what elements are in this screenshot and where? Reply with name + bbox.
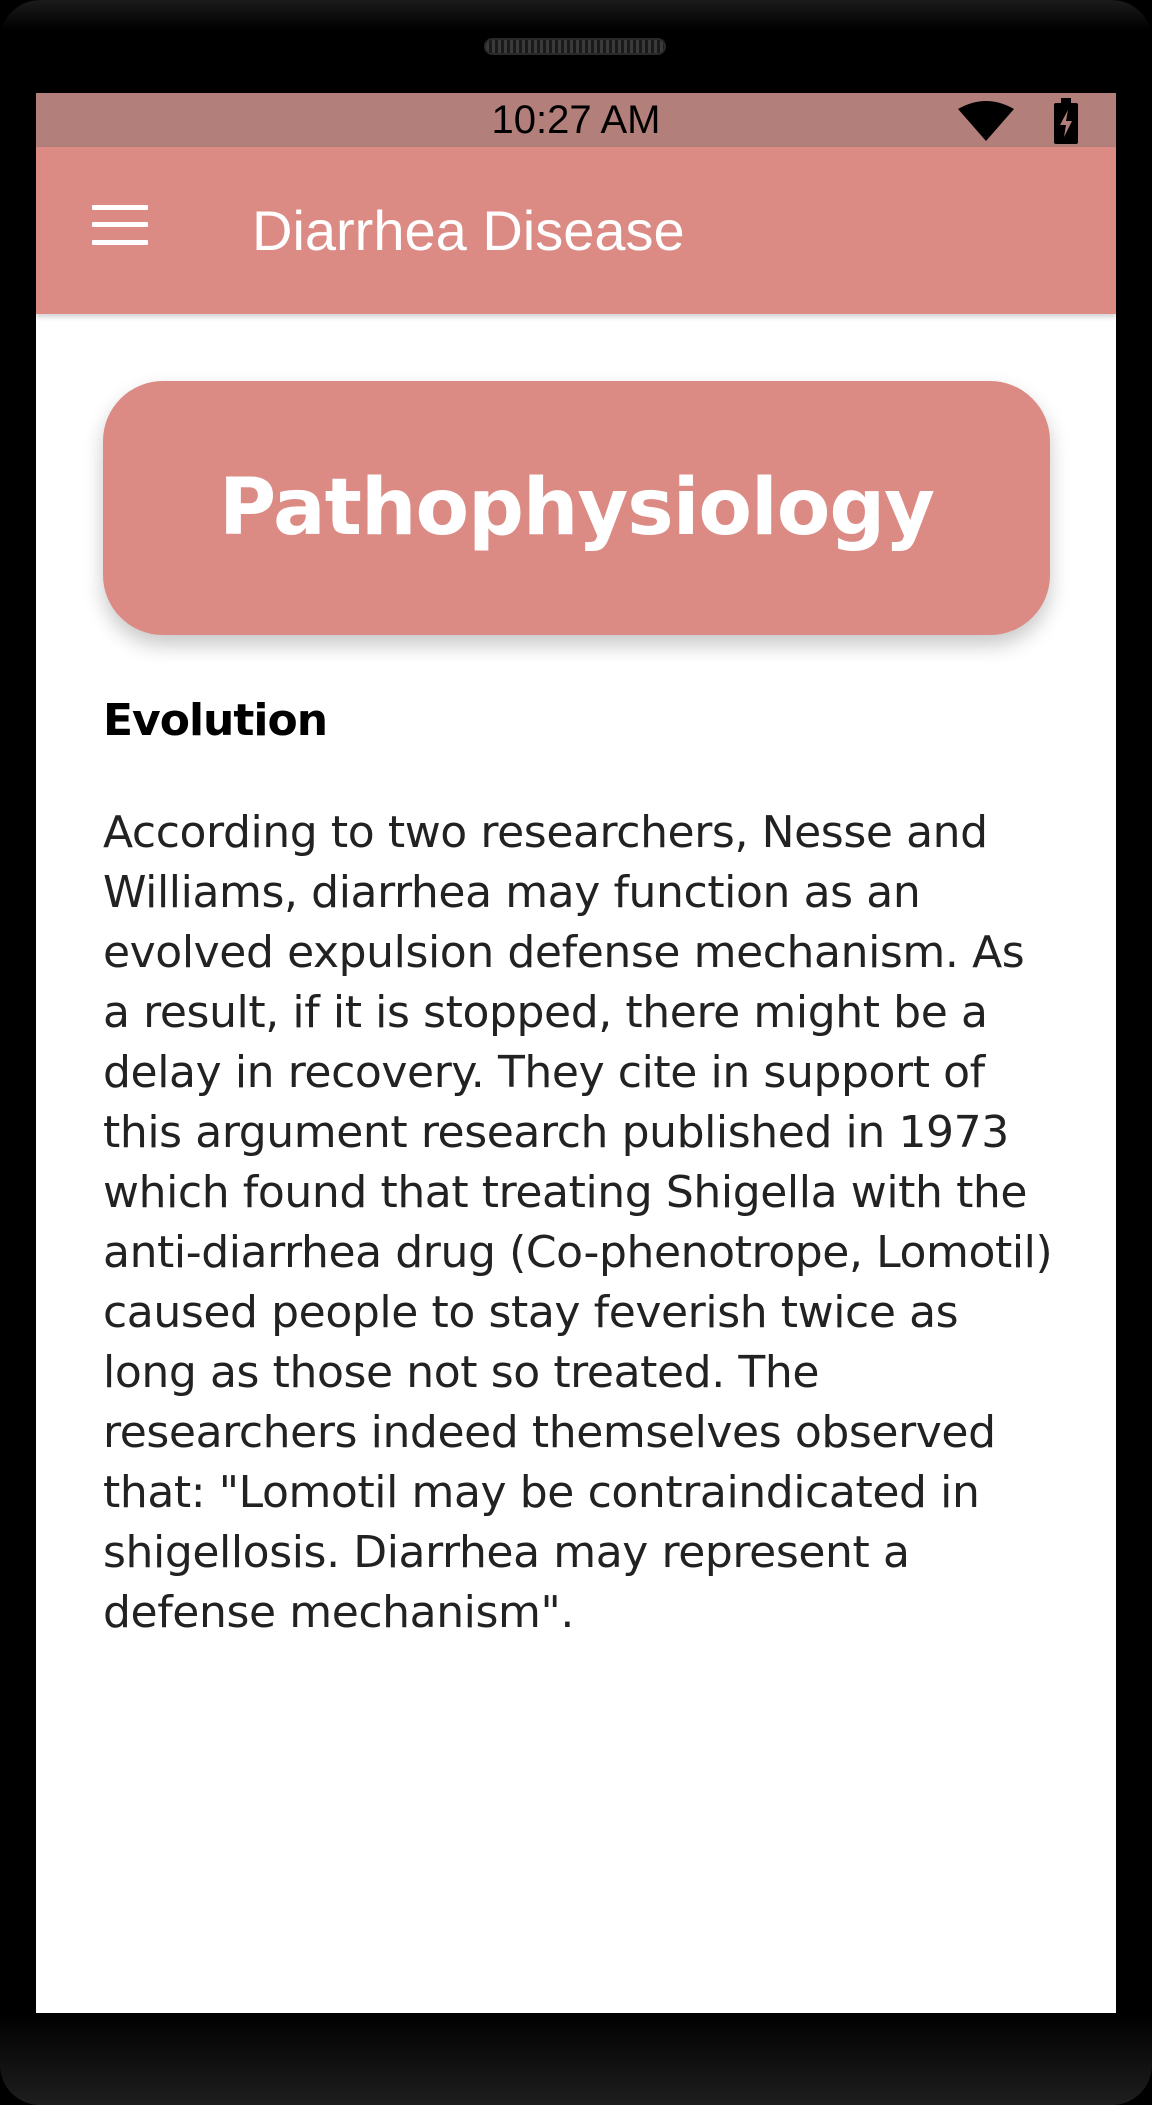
device-top-bezel xyxy=(0,0,1152,93)
wifi-icon xyxy=(958,101,1014,141)
menu-icon-line-middle xyxy=(92,222,148,227)
status-time: 10:27 AM xyxy=(491,98,661,142)
menu-icon-line-top xyxy=(92,205,148,210)
status-bar xyxy=(36,93,1116,147)
hamburger-menu-icon[interactable] xyxy=(92,205,148,245)
topic-title: Pathophysiology xyxy=(218,463,935,553)
article-paragraph: According to two researchers, Nesse and Williams, diarrhea may function as an evolved expulsion defense mechanism. As a result, if it is stopped, there might be a delay in recovery. They cite in support of this argument research published in 1973 which found that treating Shigella with the anti-diarrhea drug (Co-phenotrope, Lomotil) caused people to stay feverish twice as long as those not so treated. The researchers indeed themselves observed that: "Lomotil may be contraindicated in shigellosis. Diarrhea may represent a defense mechanism". xyxy=(103,807,1053,1638)
app-title: Diarrhea Disease xyxy=(252,199,685,262)
topic-header-card xyxy=(103,381,1050,635)
battery-charging-icon xyxy=(1053,98,1079,144)
app-screen xyxy=(36,93,1116,2013)
speaker-grille xyxy=(484,38,666,55)
section-heading: Evolution xyxy=(103,695,328,746)
menu-icon-line-bottom xyxy=(92,240,148,245)
app-bar xyxy=(36,147,1116,314)
device-bottom-bezel xyxy=(0,2013,1152,2105)
